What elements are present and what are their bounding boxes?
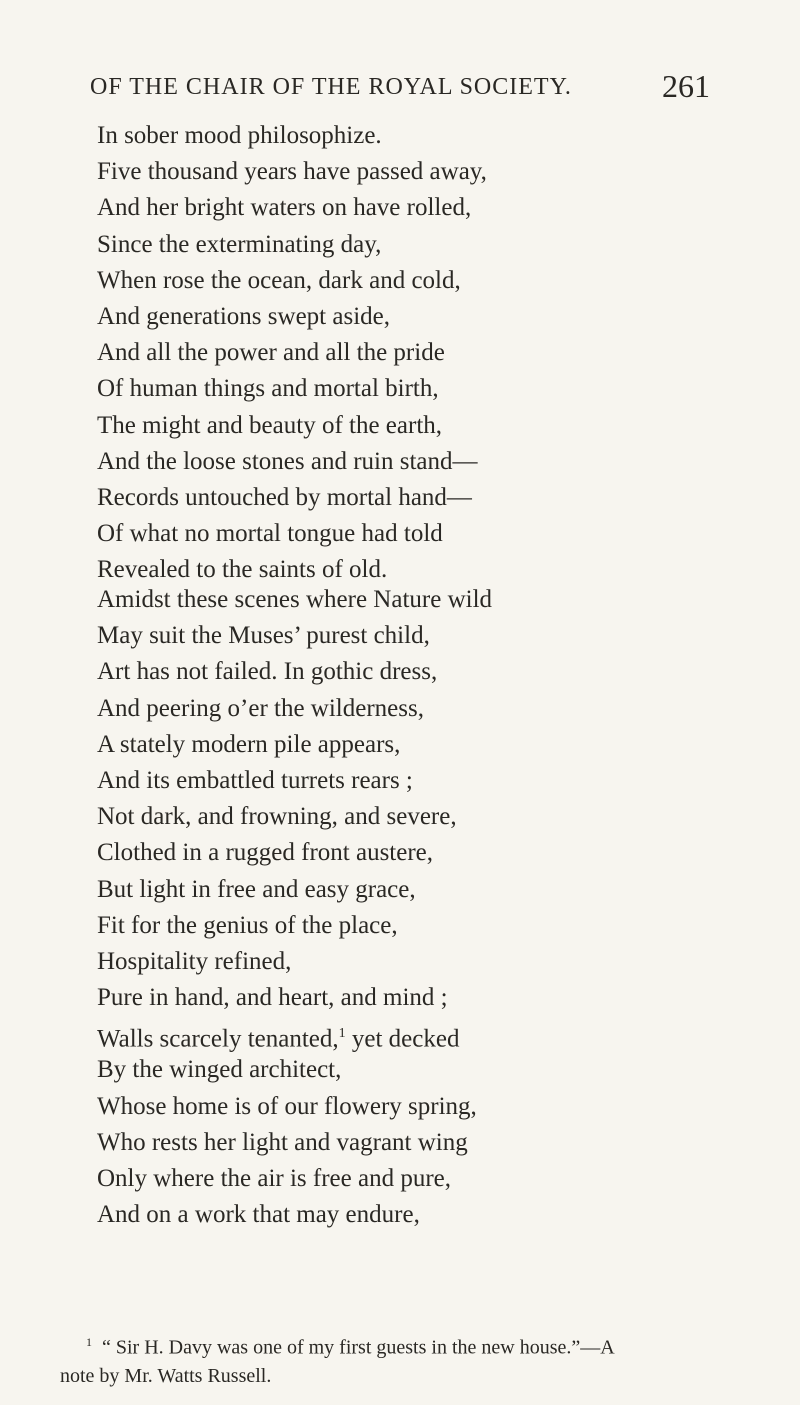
poem-line: In sober mood philosophize.: [97, 122, 382, 149]
poem-line: Who rests her light and vagrant wing: [97, 1128, 468, 1156]
poem-line: But light in free and easy grace,: [97, 875, 416, 903]
poem-stanza-2: [97, 582, 717, 1233]
poem-line: Of human things and mortal birth,: [97, 375, 439, 403]
poem-line-text: Walls scarcely tenanted,: [97, 1025, 339, 1053]
poem-line: And on a work that may endure,: [97, 1201, 420, 1229]
poem-line: May suit the Muses’ purest child,: [97, 622, 430, 650]
poem-line: And her bright waters on have rolled,: [97, 194, 472, 222]
footnote-text: “ Sir H. Davy was one of my first guests in the new house.”—A: [102, 1336, 615, 1359]
poem-line: Revealed to the saints of old.: [97, 556, 388, 584]
poem-line: And all the power and all the pride: [97, 339, 445, 367]
poem-line: And peering o’er the wilderness,: [97, 694, 424, 722]
poem-line: Not dark, and frowning, and severe,: [97, 803, 457, 831]
poem-stanza-1: [97, 118, 717, 588]
page-number: 261: [662, 68, 710, 104]
poem-line: Fit for the genius of the place,: [97, 911, 398, 939]
poem-line: Five thousand years have passed away,: [97, 158, 487, 186]
poem-line: Whose home is of our flowery spring,: [97, 1092, 477, 1120]
poem-line: Only where the air is free and pure,: [97, 1165, 452, 1192]
poem-line-text-continued: yet decked: [345, 1025, 460, 1053]
poem-line: Since the exterminating day,: [97, 230, 382, 258]
footnote: [60, 1328, 750, 1390]
poem-line: Hospitality refined,: [97, 947, 292, 975]
running-head: OF THE CHAIR OF THE ROYAL SOCIETY.: [90, 74, 572, 100]
poem-line-with-footnote: [97, 1016, 717, 1052]
footnote-reference: 1: [338, 1026, 346, 1042]
page-header: [90, 68, 710, 108]
footnote-line: [60, 1328, 750, 1362]
poem-line: And generations swept aside,: [97, 302, 390, 330]
poem-line: And its embattled turrets rears ;: [97, 766, 413, 794]
footnote-line: note by Mr. Watts Russell.: [60, 1364, 272, 1387]
footnote-marker: 1: [86, 1335, 92, 1349]
poem-line: By the winged architect,: [97, 1056, 342, 1084]
poem-line: Records untouched by mortal hand—: [97, 483, 472, 511]
poem-line: And the loose stones and ruin stand—: [97, 447, 478, 475]
poem-line: Of what no mortal tongue had told: [97, 520, 443, 548]
poem-line: Pure in hand, and heart, and mind ;: [97, 984, 448, 1012]
poem-line: Amidst these scenes where Nature wild: [97, 586, 493, 613]
poem-line: A stately modern pile appears,: [97, 730, 401, 758]
poem-line: When rose the ocean, dark and cold,: [97, 266, 461, 294]
poem-line: Clothed in a rugged front austere,: [97, 839, 434, 867]
poem-line: The might and beauty of the earth,: [97, 411, 443, 439]
poem-line: Art has not failed. In gothic dress,: [97, 658, 438, 686]
